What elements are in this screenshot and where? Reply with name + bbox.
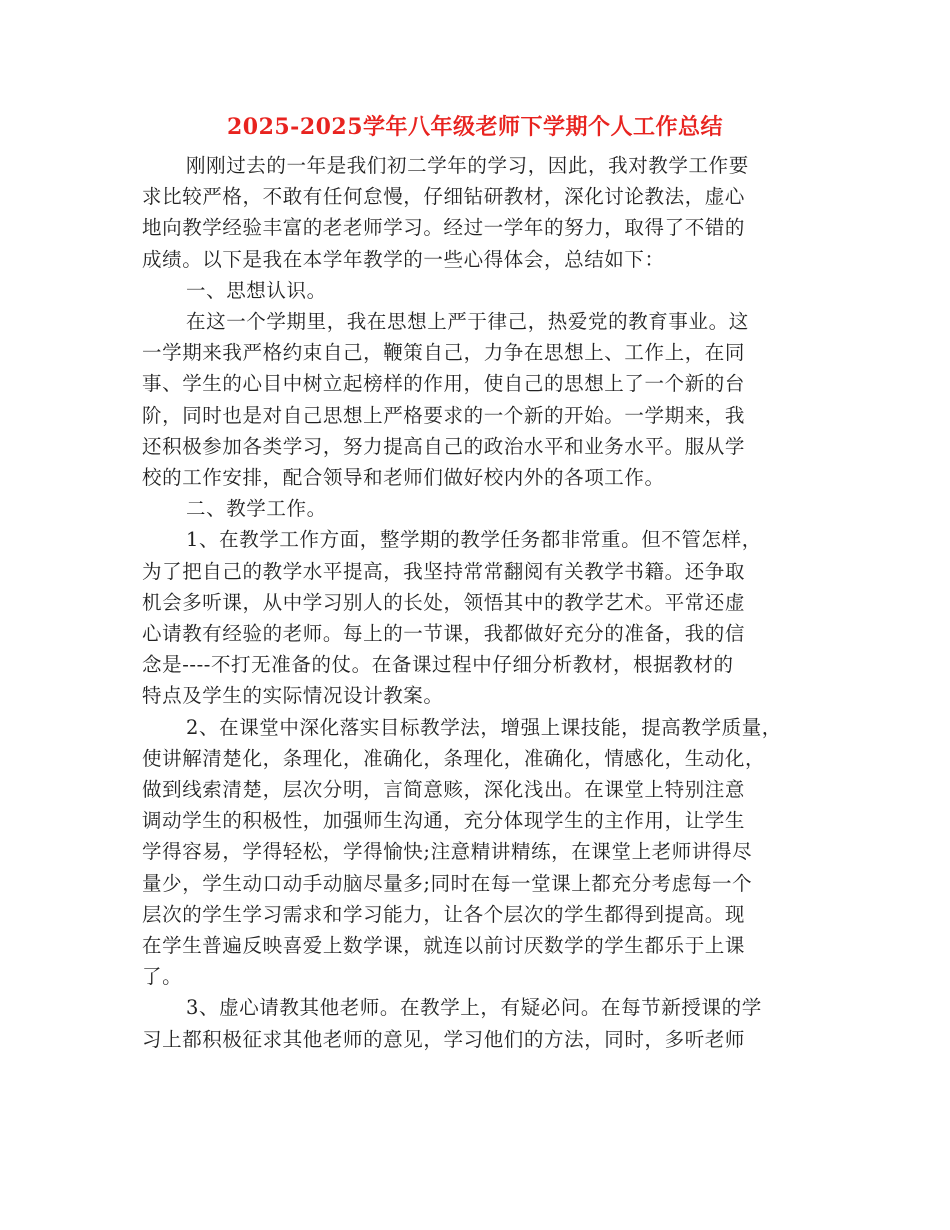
text-line: 在这一个学期里，我在思想上严于律己，热爱党的教育事业。这 [186,310,749,334]
text-line: 一、思想认识。 [186,278,327,302]
text-line: 2、在课堂中深化落实目标教学法，增强上课技能，提高教学质量， [186,715,782,739]
text-line: 一学期来我严格约束自己，鞭策自己，力争在思想上、工作上，在同 [142,341,746,365]
text-line: 3、虚心请教其他老师。在教学上，有疑必问。在每节新授课的学 [186,996,762,1020]
text-line: 调动学生的积极性，加强师生沟通，充分体现学生的主作用，让学生 [142,809,746,833]
text-line: 习上都积极征求其他老师的意见，学习他们的方法，同时，多听老师 [142,1027,746,1051]
text-line: 刚刚过去的一年是我们初二学年的学习，因此，我对教学工作要 [186,154,749,177]
text-line: 特点及学生的实际情况设计教案。 [142,684,444,708]
text-line: 二、教学工作。 [186,497,327,521]
text-line: 地向教学经验丰富的老老师学习。经过一学年的努力，取得了不错的 [142,216,746,240]
text-line: 量少，学生动口动手动脑尽量多;同时在每一堂课上都充分考虑每一个 [142,871,753,895]
text-line: 使讲解清楚化，条理化，准确化，条理化，准确化，情感化，生动化， [142,746,766,770]
text-line: 求比较严格，不敢有任何怠慢，仔细钻研教材，深化讨论教法，虚心 [142,185,746,209]
text-line: 学得容易，学得轻松，学得愉快;注意精讲精练，在课堂上老师讲得尽 [142,840,753,864]
document-title: 2025-2025学年八年级老师下学期个人工作总结 [226,114,724,140]
text-line: 校的工作安排，配合领导和老师们做好校内外的各项工作。 [142,466,665,490]
text-line: 心请教有经验的老师。每上的一节课，我都做好充分的准备，我的信 [142,622,746,646]
text-line: 了。 [142,965,183,989]
document-body [142,150,810,1055]
text-line: 在学生普遍反映喜爱上数学课，就连以前讨厌数学的学生都乐于上课 [142,934,746,958]
text-line: 层次的学生学习需求和学习能力，让各个层次的学生都得到提高。现 [142,902,746,926]
text-line: 念是----不打无准备的仗。在备课过程中仔细分析教材，根据教材的 [142,653,734,677]
text-line: 机会多听课，从中学习别人的长处，领悟其中的教学艺术。平常还虚 [142,590,746,614]
text-line: 阶，同时也是对自己思想上严格要求的一个新的开始。一学期来，我 [142,403,746,427]
text-line: 1、在教学工作方面，整学期的教学任务都非常重。但不管怎样， [186,528,762,552]
text-line: 事、学生的心目中树立起榜样的作用，使自己的思想上了一个新的台 [142,372,746,396]
text-line: 为了把自己的教学水平提高，我坚持常常翻阅有关教学书籍。还争取 [142,559,746,583]
text-line: 还积极参加各类学习，努力提高自己的政治水平和业务水平。服从学 [142,434,746,458]
text-line: 成绩。以下是我在本学年教学的一些心得体会，总结如下： [142,247,665,271]
text-line: 做到线索清楚，层次分明，言简意赅，深化浅出。在课堂上特别注意 [142,778,746,802]
